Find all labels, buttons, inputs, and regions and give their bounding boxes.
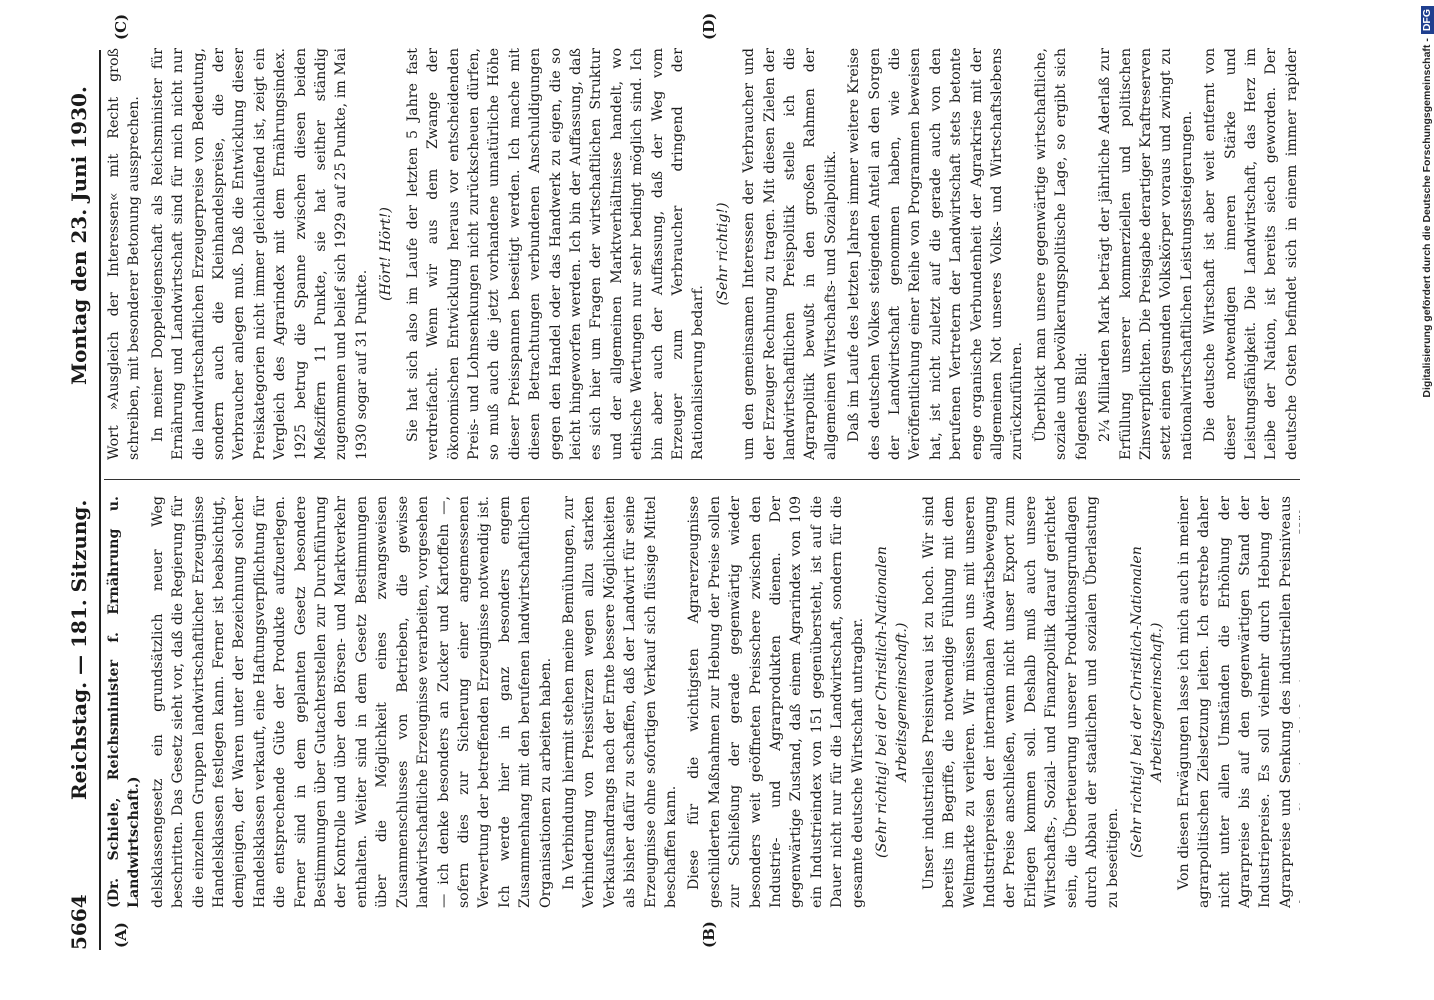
- paragraph: In meiner Doppeleigenschaft als Reichsminister für Ernährung und Landwirtschaft sind für mich nicht nur die landwirtschaftlichen Erzeugerpreise von Bedeutung, sondern auch die Kleinhandelspreise, die der Verbraucher anlegen muß. Daß die Entwicklung dieser Preiskategorien nicht immer gleichlaufend ist, zeigt ein Vergleich des Agrarindex mit dem Ernährungsindex. 1925 betrug die Spanne zwischen diesen beiden Meßziffern 11 Punkte, sie hat seither ständig zugenommen und belief sich 1929 auf 25 Punkte, im Mai 1930 sogar auf 31 Punkte.: [149, 48, 370, 460]
- text-column-right: [104, 48, 1300, 460]
- interjection: (Sehr richtig!): [714, 202, 731, 306]
- paragraph: Unser industrielles Preisniveau ist zu hoch. Wir sind bereits im Begriffe, die notwendige Fühlung mit dem Weltmarkte zu verlieren. Wir müssen uns mit unseren Industriepreisen der internationalen Abwärtsbewegung der Preise anschließen, wenn nicht unser Export zum Erliegen kommen soll. Deshalb muß auch unsere Wirtschafts-, Sozial- und Finanzpolitik darauf gerichtet sein, die Überteuerung unserer Produktionsgrundlagen durch Abbau der staatlichen und sozialen Überlastung zu beseitigen.: [920, 496, 1121, 908]
- paragraph: Diese für die wichtigsten Agrarerzeugnisse geschilderten Maßnahmen zur Hebung der Preise sollen zur Schließung der gerade gegenwärtig wieder besonders weit geöffneten Preisschere zwischen den Industrie- und Agrarprodukten dienen. Der gegenwärtige Zustand, daß einem Agrarindex von 109 ein Industrieindex von 151 gegenübersteht, ist auf die Dauer nicht nur für die Landwirtschaft, sondern für die gesamte deutsche Wirtschaft untragbar.: [686, 496, 866, 908]
- header-left-title: Reichstag. — 181. Sitzung.: [67, 499, 91, 800]
- page-number: 5664: [67, 894, 91, 950]
- interjection: (Sehr richtig! bei der Christlich-Nationalen Arbeitsgemeinschaft.): [874, 546, 911, 858]
- paragraph: Von diesen Erwägungen lasse ich mich auch in meiner agrarpolitischen Zielsetzung leiten. Ich erstrebe daher nicht unter allen Umständen die Erhöhung der Agrarpreise bis auf den gegenwärtigen Stand der Industriepreise. Es soll vielmehr durch Hebung der Agrarpreise und Senkung des industriellen Preisniveaus: [1175, 496, 1294, 908]
- dfg-logo: DFG: [1421, 6, 1434, 34]
- paragraph: In Verbindung hiermit stehen meine Bemühungen, zur Verhinderung von Preisstürzen wegen allzu starken Verkaufsandrangs nach der Ernte bessere Möglichkeiten als bisher dafür zu schaffen, daß der Landwirt für seine Erzeugnisse ohne sofortigen Verkauf sich flüssige Mittel beschaffen kann.: [560, 496, 679, 908]
- text-column-left: [104, 496, 1300, 908]
- paragraph: Wort »Ausgleich der Interessen« mit Recht groß schreiben, mit besonderer Betonung aussprechen.: [106, 48, 143, 460]
- paragraph: Die deutsche Wirtschaft ist aber weit entfernt von dieser notwendigen inneren Stärke und Leistungsfähigkeit. Die Landwirtschaft, das Herz im Leibe der Nation, ist bereits siech geworden. Der deutsche Osten befindet sich in einem immer rapider: [1202, 48, 1300, 460]
- header-rule: [99, 50, 101, 950]
- paragraph: Sie hat sich also im Laufe der letzten 5 Jahre fast verdreifacht. Wenn wir aus dem Zwange der ökonomischen Entwicklung heraus vor entscheidenden Preis- und Lohnsenkungen nicht zurückscheuen dürfen, so muß auch die jetzt vorhandene unnatürliche Höhe dieser Preisspannen beseitigt werden. Ich mache mit diesen Betrachtungen verbundenen Anschuldigungen gegen den Handel oder das Handwerk zu eigen, die so leicht hingeworfen werden. Ich bin der Auffassung, daß es sich hier um Fragen der wirtschaftlichen Struktur und der allgemeinen Marktverhältnisse handelt, wo ethische Wertungen nur sehr bedingt möglich sind. Ich bin aber auch der Auffassung, daß der Weg vom Erzeuger zum Verbraucher dringend der Rationalisierung bedarf.: [404, 48, 707, 460]
- dfg-credit: [1421, 6, 1434, 994]
- header-right-title: Montag den 23. Juni 1930.: [67, 86, 91, 385]
- column-divider: [104, 479, 1300, 480]
- margin-marker-b: (B): [700, 921, 718, 948]
- paragraph: um den gemeinsamen Interessen der Verbraucher und der Erzeuger Rechnung zu tragen. Mit diesen Zielen der landwirtschaftlichen Preispolitik stelle ich die Agrarpolitik bewußt in den großen Rahmen der allgemeinen Wirtschafts- und Sozialpolitik.: [741, 48, 839, 460]
- margin-marker-c: (C): [112, 13, 130, 40]
- interjection: (Sehr richtig! bei der Christlich-Nationalen Arbeitsgemeinschaft.): [1128, 546, 1166, 858]
- margin-marker-a: (A): [112, 922, 130, 948]
- interjection: (Hört! Hört!): [378, 207, 395, 301]
- dfg-credit-text: Digitalisierung gefördert durch die Deutsche Forschungsgemeinschaft -: [1421, 38, 1433, 398]
- dfg-sidebar: [1421, 6, 1434, 994]
- speaker-line: (Dr. Schiele, Reichsminister f. Ernährung u. Landwirtschaft.): [106, 496, 143, 908]
- paragraph: Daß im Laufe des letzten Jahres immer weitere Kreise des deutschen Volkes steigenden Anteil an den Sorgen der Landwirtschaft genommen haben, wie die Veröffentlichung einer Reihe von Programmen beweisen hat, ist nicht zuletzt auf die gerade auch von den berufenen Vertretern der Landwirtschaft stets betonte enge organische Verbundenheit der Agrarkrise mit der allgemeinen Not unseres Volks- und Wirtschaftslebens zurückzuführen.: [846, 48, 1026, 460]
- page-header: [62, 50, 96, 950]
- paragraph: Überblickt man unsere gegenwärtige wirtschaftliche, soziale und bevölkerungspolitische Lage, so ergibt sich folgendes Bild:: [1032, 48, 1090, 460]
- paragraph: 2¼ Milliarden Mark beträgt der jährliche Aderlaß zur Erfüllung unserer kommerziellen und politischen Zinsverpflichten. Die Preisgabe derartiger Kraftreserven setzt einen gesunden Volkskörper voraus und zwingt zu nationalwirtschaftlichen Leistungssteigerungen.: [1097, 48, 1195, 460]
- margin-marker-d: (D): [700, 12, 718, 40]
- paragraph: delsklassengesetz ein grundsätzlich neuer Weg beschritten. Das Gesetz sieht vor, daß die Regierung für die einzelnen Gruppen landwirtschaftlicher Erzeugnisse Handelsklassen festlegen kann. Ferner ist beabsichtigt, demjenigen, der Waren unter der Bezeichnung solcher Handelsklassen verkauft, eine Haftungsverpflichtung für die entsprechende Güte der Produkte aufzuerlegen. Ferner sind in dem geplanten Gesetz besondere Bestimmungen über Gutachterstellen zur Durchführung der Kontrolle und über den Börsen- und Marktverkehr enthalten. Weiter sind in dem Gesetz Bestimmungen über die Möglichkeit eines zwangsweisen Zusammenschlusses von Betrieben, die gewisse landwirtschaftliche Erzeugnisse verarbeiten, vorgesehen — ich denke besonders an Zucker und Kartoffeln —, sofern dies zur Sicherung einer angemessenen Verwertung der betreffenden Erzeugnisse notwendig ist. Ich werde hier in ganz besonders engem Zusammenhang mit den berufenen landwirtschaftlichen Organisationen zu arbeiten haben.: [149, 496, 554, 908]
